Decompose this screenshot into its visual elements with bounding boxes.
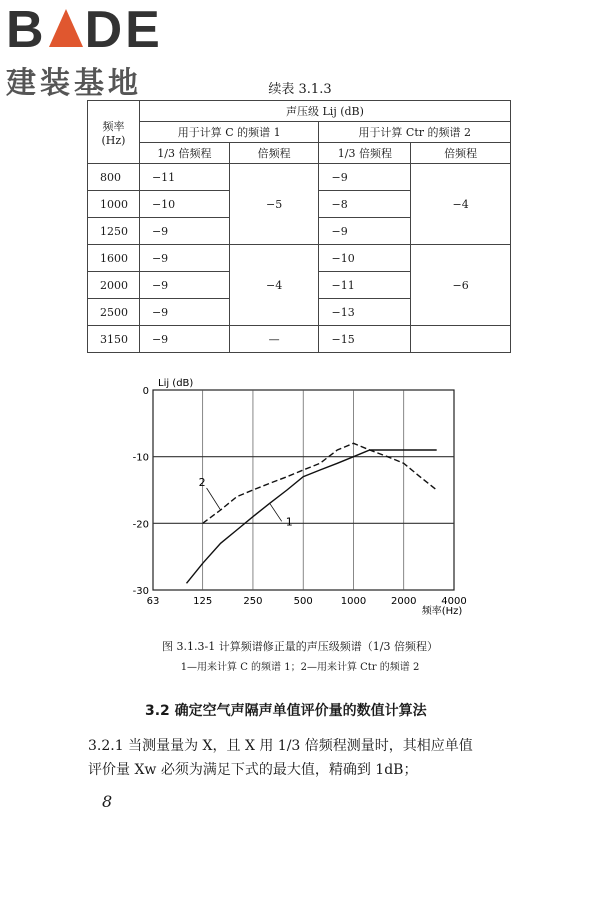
header-octave-1: 倍频程 xyxy=(229,143,319,164)
table-title: 续表 3.1.3 xyxy=(268,82,332,97)
x-tick-label: 125 xyxy=(193,596,213,607)
x-tick-label: 1000 xyxy=(340,596,367,607)
table-row: 1250 −9 −9 xyxy=(88,218,511,245)
header-group2: 用于计算 Ctr 的频谱 2 xyxy=(319,122,511,143)
series-label-2: 2 xyxy=(198,476,206,489)
table-row: 2500 −9 −13 xyxy=(88,299,511,326)
table-row: 800 −11 −5 −9 −4 xyxy=(88,164,511,191)
paragraph-line: 3.2.1 当测量量为 X，且 X 用 1/3 倍频程测量时，其相应单值 xyxy=(88,738,473,754)
table-row: 2000 −9 −11 xyxy=(88,272,511,299)
series-leader-2 xyxy=(207,488,221,510)
table-row: 1000 −10 −8 xyxy=(88,191,511,218)
header-octave-2: 倍频程 xyxy=(411,143,511,164)
header-third-1: 1/3 倍频程 xyxy=(139,143,229,164)
header-group1: 用于计算 C 的频谱 1 xyxy=(139,122,319,143)
x-tick-label: 2000 xyxy=(391,596,417,607)
x-tick-label: 4000 xyxy=(441,596,467,607)
logo-brand: B DE xyxy=(6,1,163,59)
y-tick-label: -20 xyxy=(132,519,149,531)
series-line-2 xyxy=(203,443,437,523)
page-number: 8 xyxy=(102,792,113,811)
x-tick-label: 500 xyxy=(293,596,313,607)
x-tick-label: 250 xyxy=(243,596,263,607)
y-tick-label: -10 xyxy=(132,452,149,464)
series-line-1 xyxy=(187,450,437,583)
figure-caption-note: 1—用来计算 C 的频谱 1；2—用来计算 Ctr 的频谱 2 xyxy=(180,662,420,673)
paragraph-line: 评价量 Xw 必须为满足下式的最大值，精确到 1dB； xyxy=(88,762,418,778)
x-axis-label: 频率(Hz) xyxy=(421,606,463,617)
table-row: 3150 −9 — −15 xyxy=(88,326,511,353)
y-axis-label: Lij (dB) xyxy=(158,378,194,389)
table-row: 1600 −9 −4 −10 −6 xyxy=(88,245,511,272)
section-title: 3.2 确定空气声隔声单值评价量的数值计算法 xyxy=(145,703,427,719)
y-tick-label: 0 xyxy=(142,386,149,397)
series-label-1: 1 xyxy=(285,515,293,529)
logo-brand-cn: 建装基地 xyxy=(6,66,142,101)
header-freq: 频率 (Hz) xyxy=(88,101,140,164)
x-tick-label: 63 xyxy=(146,596,160,607)
series-leader-1 xyxy=(270,503,282,521)
figure-caption: 图 3.1.3-1 计算频谱修正量的声压级频谱（1/3 倍频程） xyxy=(162,640,438,653)
header-third-2: 1/3 倍频程 xyxy=(319,143,411,164)
y-tick-label: -30 xyxy=(132,586,149,597)
header-level: 声压级 Lij (dB) xyxy=(139,101,510,122)
